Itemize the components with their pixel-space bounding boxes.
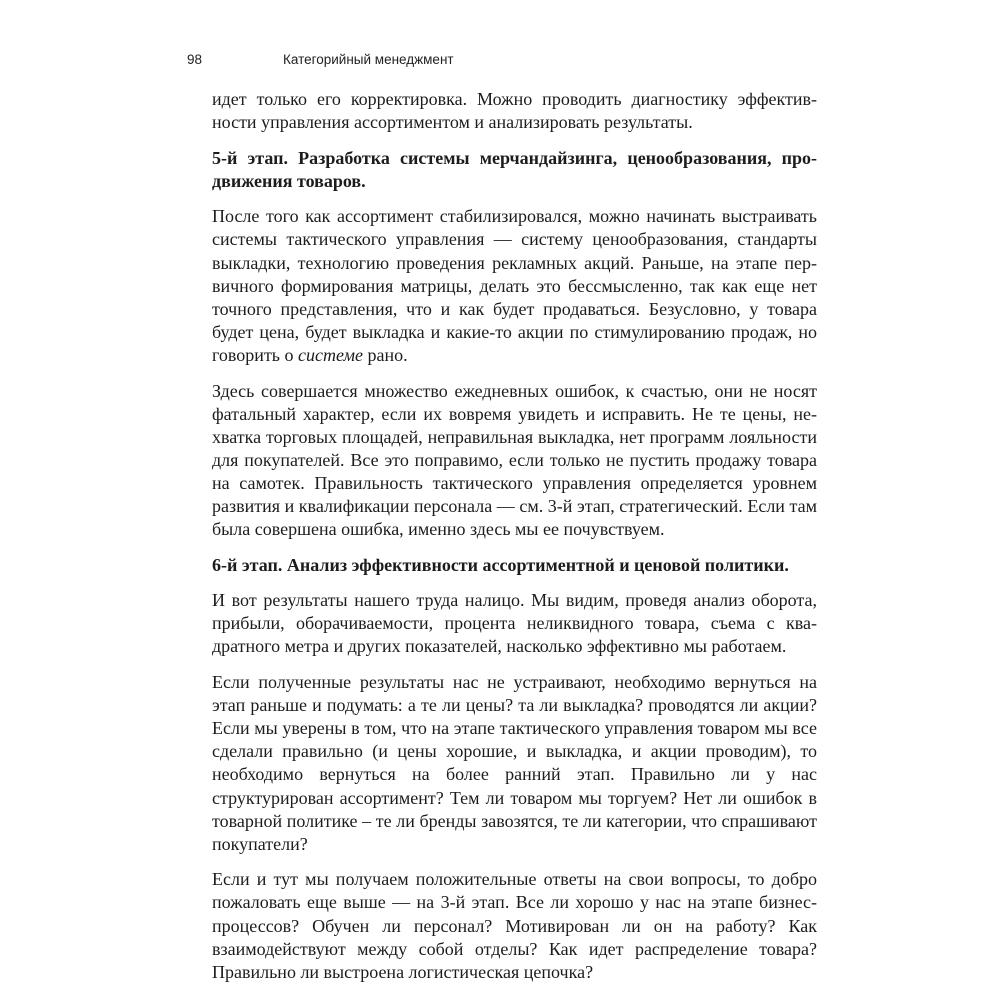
paragraph-stage-5-errors: Здесь совершается множество ежедневных ошибок, к счастью, они не носят фатальный характер, если их вовремя увидеть и исправить. Не те цены, нехватка торговых площадей, неправильная выкладка, нет программ лояльности для покупателей. Все это поправимо, если только не пустить продажу товара на самотек. Правильность тактического управления определяется уровнем развития и квалификации персонала — см. 3-й этап, стратегический. Если там была совершена ошибка, именно здесь мы ее почувствуем. — [212, 380, 817, 540]
body-text — [212, 88, 817, 996]
paragraph-stage-5-intro — [212, 205, 817, 367]
running-title: Категорийный менеджмент — [283, 52, 454, 67]
paragraph-stage-6-results: И вот результаты нашего труда налицо. Мы видим, проведя анализ оборота, прибыли, оборачиваемости, процента неликвидного товара, съема с квадратного метра и других показателей, насколько эффективно мы работаем. — [212, 590, 817, 657]
page-number: 98 — [187, 52, 203, 67]
emphasis-text: системе — [298, 344, 364, 365]
paragraph-continuation: идет только его корректировка. Можно проводить диагностику эффективности управления ассортиментом и анализировать результаты. — [212, 89, 817, 133]
paragraph-stage-6-conclusion: Если и тут мы получаем положительные ответы на свои вопросы, то добро пожаловать еще выше — на 3-й этап. Все ли хорошо у нас на этапе бизнес-процессов? Обучен ли персонал? Мотивирован ли он на работу? Как взаимодействуют между собой отделы? Как идет распределение товара? Правильно ли выстроена логистическая цепочка? — [212, 869, 817, 982]
running-head — [187, 52, 807, 74]
paragraph-stage-6-questions: Если полученные результаты нас не устраивают, необходимо вернуться на этап раньше и подумать: а те ли цены? та ли выкладка? проводятся ли акции? Если мы уверены в том, что на этапе тактического управления товаром мы все сделали правильно (и цены хорошие, и выкладка, и акции проводим), то необходимо вернуться на более ранний этап. Правильно ли у нас структурирован ассортимент? Тем ли товаром мы торгуем? Нет ли ошибок в товарной политике – те ли бренды завозятся, те ли категории, что спрашивают покупатели? — [212, 672, 817, 854]
section-heading-stage-5: 5-й этап. Разработка системы мерчандайзинга, ценообразования, продвижения товаров. — [212, 147, 817, 191]
paragraph-text: рано. — [363, 344, 408, 365]
paragraph-text: После того как ассортимент стабилизировался, можно начинать выстраивать системы тактического управления — систему ценообразования, стандарты выкладки, технологию проведения рекламных акций. Раньше, на этапе первичного формирования матрицы, делать это бессмысленно, так как еще нет точного представления, что и как будет продаваться. Безусловно, у товара будет цена, будет выкладка и какие-то акции по стимулированию продаж, но говорить о — [212, 206, 817, 365]
section-heading-stage-6: 6-й этап. Анализ эффективности ассортиментной и ценовой политики. — [212, 554, 789, 575]
